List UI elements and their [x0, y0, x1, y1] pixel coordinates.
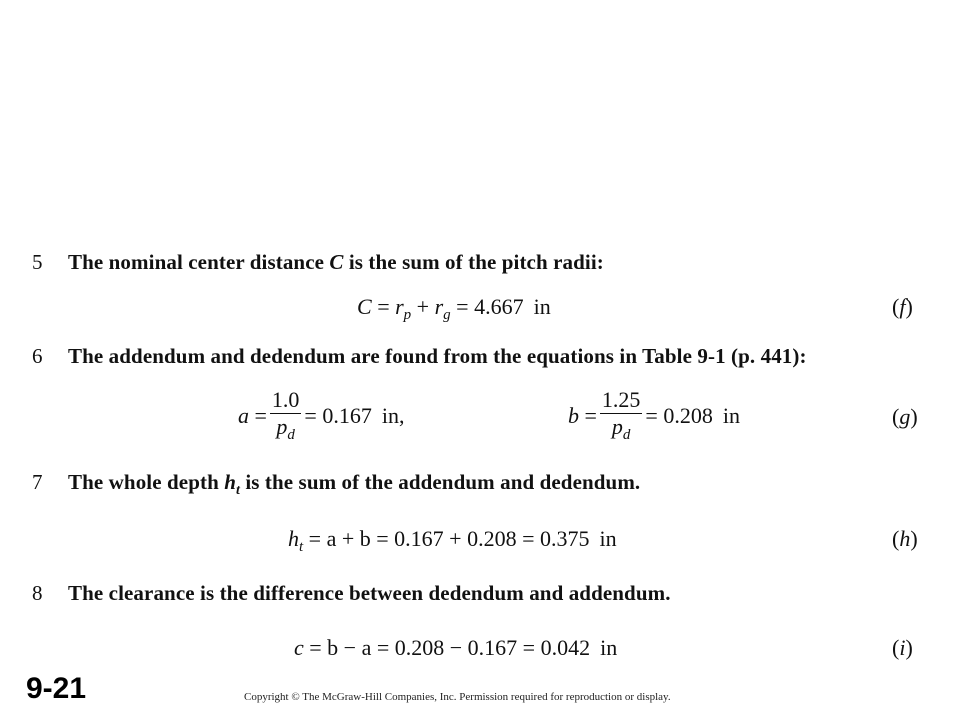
equation-label-f: (f) — [892, 294, 913, 319]
equation-label-i: (i) — [892, 635, 913, 660]
eq-h-lhs-sub: t — [299, 539, 304, 555]
step-text-5 — [68, 250, 604, 275]
fraction-b — [600, 388, 643, 448]
equation-i — [294, 635, 617, 661]
eq-g-b-unit: in — [722, 403, 740, 429]
eq-f-label-text: f — [899, 294, 906, 319]
fraction-a-denominator — [270, 414, 302, 448]
step-text-7-rest: is the sum of the addendum and dedendum. — [240, 470, 641, 494]
eq-f-unit: in — [533, 294, 551, 319]
fraction-a-den-var: p — [276, 414, 288, 439]
eq-f-rg-sub: g — [443, 307, 451, 323]
eq-i-lhs: c — [294, 635, 304, 660]
eq-g-a-value: = 0.167 — [304, 403, 372, 429]
fraction-b-denominator — [600, 414, 643, 448]
fraction-a-numerator: 1.0 — [271, 387, 300, 412]
fraction-a-den-sub: d — [287, 427, 295, 443]
eq-f-rp-sub: p — [403, 307, 412, 323]
eq-g-b-value: = 0.208 — [645, 403, 713, 429]
step-text-6: The addendum and dedendum are found from the equations in Table 9-1 (p. 441): — [68, 344, 807, 368]
step-text-7 — [68, 470, 640, 499]
eq-i-unit: in — [600, 635, 618, 660]
eq-i-expr: = b − a = 0.208 − 0.167 = 0.042 — [309, 635, 591, 660]
copyright-notice: Copyright © The McGraw-Hill Companies, Inc. Permission required for reproduction or display. — [244, 691, 671, 703]
var-ht: h — [224, 470, 236, 494]
eq-h-unit: in — [599, 526, 617, 551]
step-text-5-rest: is the sum of the pitch radii: — [343, 250, 604, 274]
step-text-8: The clearance is the difference between dedendum and addendum. — [68, 581, 671, 605]
eq-g-a-unit: in, — [381, 403, 405, 429]
eq-h-expr: = a + b = 0.167 + 0.208 = 0.375 — [308, 526, 590, 551]
eq-i-label-text: i — [899, 635, 906, 660]
equation-h — [288, 526, 617, 556]
eq-f-rg: r — [434, 294, 444, 319]
equation-label-h: (h) — [892, 526, 918, 551]
step-text-7-lead: The whole depth — [68, 470, 225, 494]
fraction-b-den-sub: d — [622, 427, 631, 443]
step-number-5: 5 — [32, 250, 43, 274]
eq-g-a-lhs: a — [238, 403, 249, 429]
equation-g-addendum: a = $\frac{1.0}{p_d}$ = 0.167 in, — [238, 388, 404, 448]
var-ht-sub: t — [236, 483, 240, 499]
step-number-8: 8 — [32, 581, 43, 605]
equation-f: $C = r_p + r_g = 4.667$ in — [357, 294, 551, 323]
fraction-a — [270, 388, 302, 448]
var-C: C — [329, 250, 344, 274]
step-text-5-lead: The nominal center distance — [68, 250, 330, 274]
step-number-6: 6 — [32, 344, 43, 368]
eq-f-lhs: C — [357, 294, 372, 319]
fraction-b-den-var: p — [611, 414, 623, 439]
eq-h-label-text: h — [899, 526, 911, 551]
eq-g-label-text: g — [899, 404, 911, 429]
eq-h-lhs: h — [288, 526, 299, 551]
eq-g-b-lhs: b — [568, 403, 579, 429]
fraction-b-numerator: 1.25 — [601, 387, 641, 412]
equation-label-g: (g) — [892, 404, 918, 429]
step-number-7: 7 — [32, 470, 43, 494]
slide-number: 9-21 — [26, 672, 87, 705]
eq-f-value: = 4.667 — [456, 294, 524, 319]
eq-f-rp: r — [395, 294, 404, 319]
equation-g-dedendum: b = $\frac{1.25}{p_d}$ = 0.208 in — [568, 388, 740, 448]
